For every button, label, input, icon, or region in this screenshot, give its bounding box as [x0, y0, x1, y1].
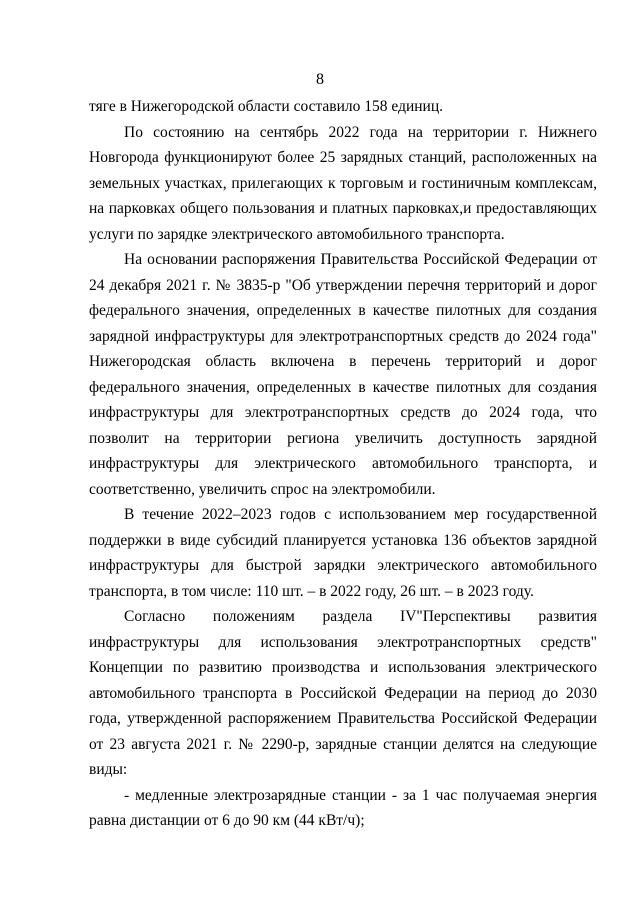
document-body [89, 94, 597, 834]
paragraph-charging-stations: По состоянию на сентябрь 2022 года на территории г. Нижнего Новгорода функционируют более 25 зарядных станций, расположенных на земельных участках, прилегающих к торговым и гостиничным комплексам, на парковках общего пользования и платных парковках,и предоставляющих услуги по зарядке электрического автомобильного транспорта. [89, 123, 597, 243]
paragraph-subsidies: В течение 2022–2023 годов с использованием мер государственной поддержки в виде субсидий планируется установка 136 объектов зарядной инфраструктуры для быстрой зарядки электрического автомобильного транспорта, в том числе: 110 шт. – в 2022 году, 26 шт. – в 2023 году. [89, 506, 597, 600]
list-item-slow-stations: - медленные электрозарядные станции - за 1 час получаемая энергия равна дистанции от 6 до 90 км (44 кВт/ч); [89, 786, 597, 829]
paragraph-government-order: На основании распоряжения Правительства Российской Федерации от 24 декабря 2021 г. № 3835-р "Об утверждении перечня территорий и дорог федерального значения, определенных в качестве пилотных для создания зарядной инфраструктуры для электротранспортных средств до 2024 года" Нижегородская область включена в перечень территорий и дорог федерального значения, определенных в качестве пилотных для создания инфраструктуры для электротранспортных средств до 2024 года, что позволит на территории региона увеличить доступность зарядной инфраструктуры для электрического автомобильного транспорта, и соответственно, увеличить спрос на электромобили. [89, 251, 597, 498]
paragraph-concept-section: Согласно положениям раздела IV"Перспективы развития инфраструктуры для использования электротранспортных средств" Концепции по развитию производства и использования электрического автомобильного транспорта в Российской Федерации на период до 2030 года, утвержденной распоряжением Правительства Российской Федерации от 23 августа 2021 г. № 2290-р, зарядные станции делятся на следующие виды: [89, 608, 597, 778]
page-number: 8 [316, 71, 324, 88]
paragraph-continuation: тяге в Нижегородской области составило 158 единиц. [89, 98, 444, 115]
